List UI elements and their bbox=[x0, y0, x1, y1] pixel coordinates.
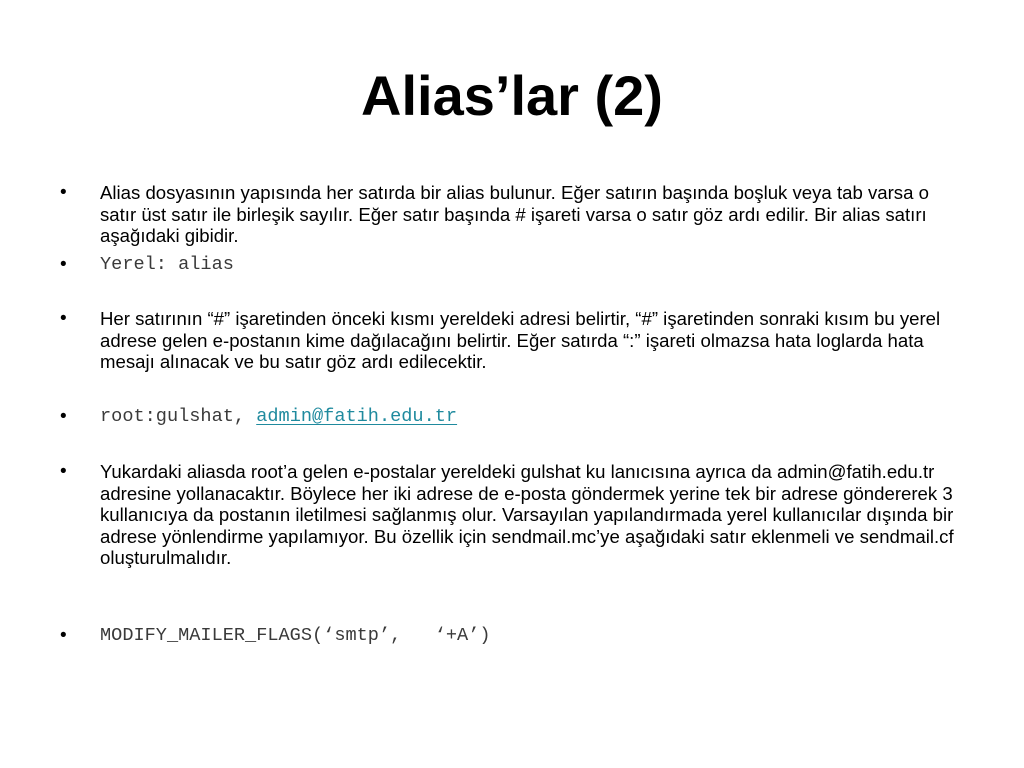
code-example-mailer-flags: MODIFY_MAILER_FLAGS(‘smtp’, ‘+A’) bbox=[100, 625, 491, 646]
code-root-prefix: root:gulshat, bbox=[100, 406, 257, 427]
bullet-icon: • bbox=[60, 308, 67, 329]
bullet-icon: • bbox=[60, 254, 67, 275]
paragraph-alias-structure: Alias dosyasının yapısında her satırda bir alias bulunur. Eğer satırın başında boşluk veya tab varsa o satır üst satır ile birleşik sayılır. Eğer satır başında # işareti varsa o satır göz ardı edilir. Bir alias satırı aşağıdaki gibidir. bbox=[100, 182, 929, 246]
code-example-alias-format: Yerel: alias bbox=[100, 254, 234, 275]
bullet-icon: • bbox=[60, 182, 67, 203]
bullet-icon: • bbox=[60, 461, 67, 482]
paragraph-hash-explanation: Her satırının “#” işaretinden önceki kısmı yereldeki adresi belirtir, “#” işaretinden sonraki kısım bu yerel adrese gelen e-postanın kime dağılacağını belirtir. Eğer satırda “:” işareti olmazsa hata loglarda hata mesajı alınacak ve bu satır göz ardı edilecektir. bbox=[100, 308, 941, 372]
bullet-icon: • bbox=[60, 406, 67, 427]
email-link[interactable]: admin@fatih.edu.tr bbox=[256, 406, 458, 427]
code-example-root-alias bbox=[100, 406, 970, 428]
bullet-icon: • bbox=[60, 625, 67, 646]
paragraph-alias-explanation: Yukardaki aliasda root’a gelen e-postalar yereldeki gulshat ku lanıcısına ayrıca da admin@fatih.edu.tr adresine yollanacaktır. Böylece her iki adrese de e-posta göndermek yerine tek bir adrese göndererek 3 kullanıcıya da postanın iletilmesi sağlanmış olur. Varsayılan yapılandırmada yerel kullanıcılar dışında bir adrese yönlendirme yapılamıyor. Bu özellik için sendmail.mc’ye aşağıdaki satır eklenmeli ve sendmail.cf oluşturulmalıdır. bbox=[100, 461, 954, 568]
slide-title: Alias’lar (2) bbox=[361, 64, 663, 127]
